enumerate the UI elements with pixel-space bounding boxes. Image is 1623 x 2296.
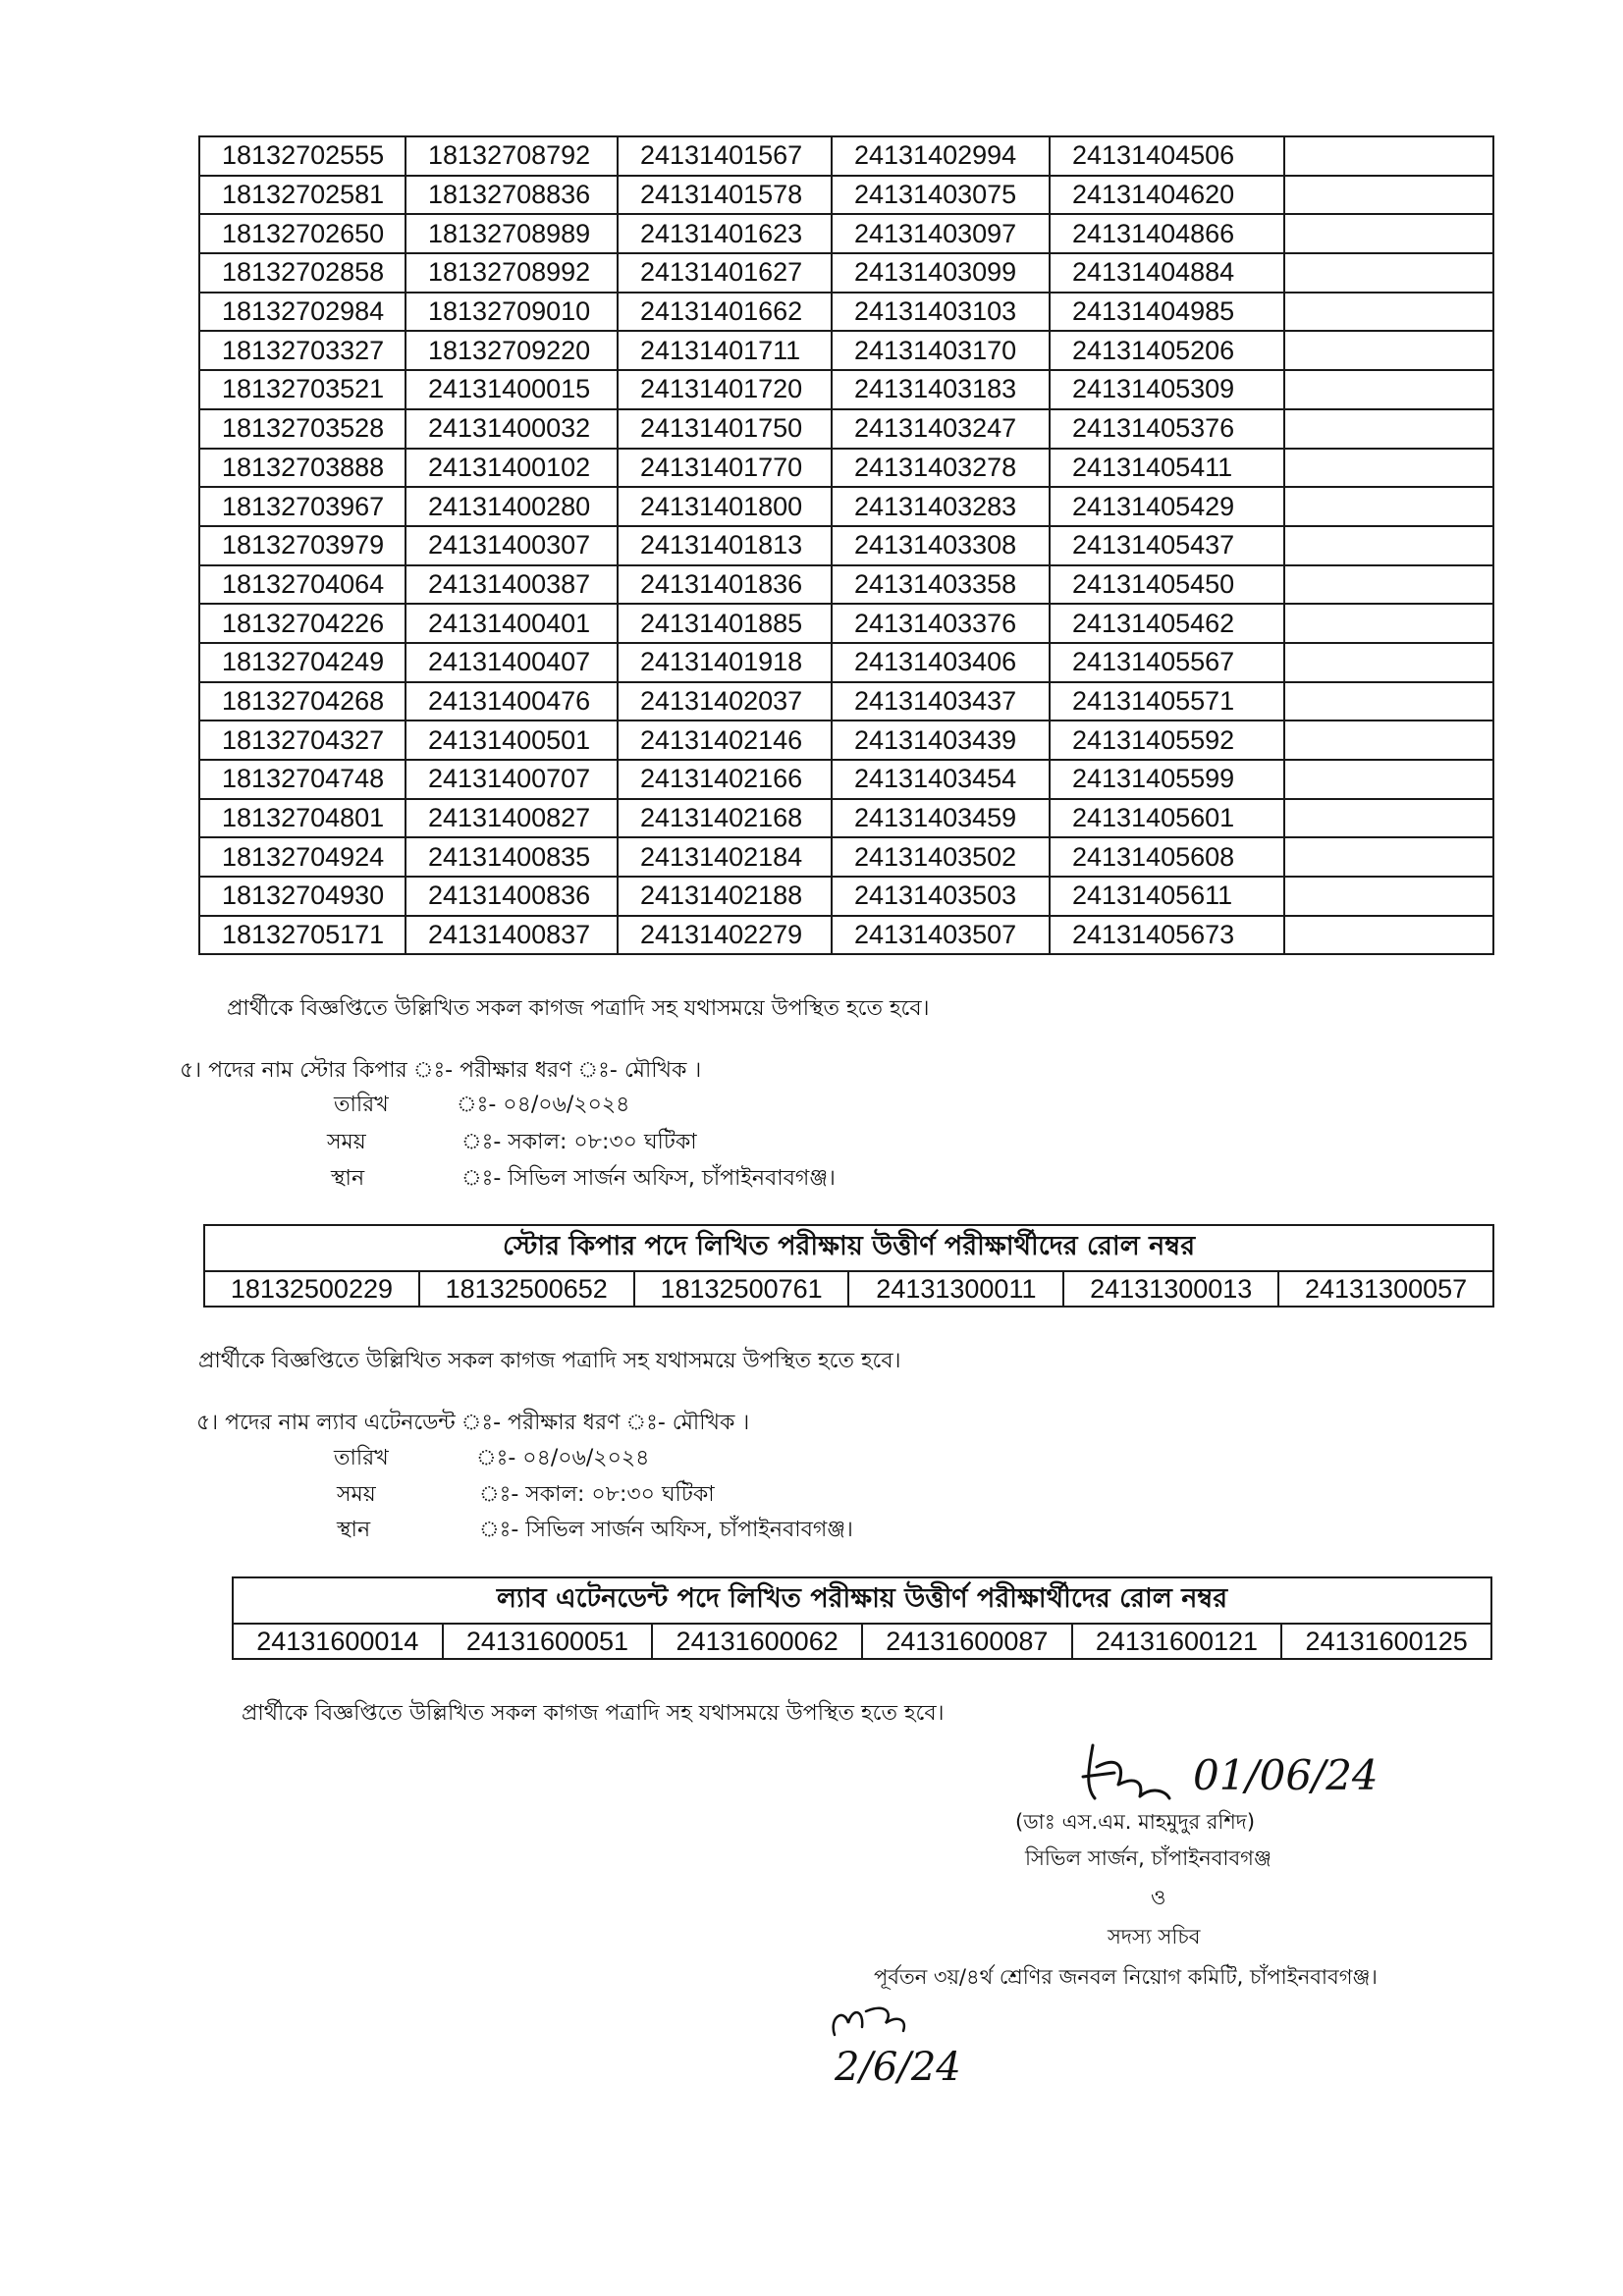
roll-cell: 24131402184 <box>618 837 832 877</box>
roll-cell: 24131405567 <box>1050 643 1284 682</box>
section-heading-lab-attendant: ৫। পদের নাম ল্যাব এটেনডেন্ট ঃ- পরীক্ষার ধরণ ঃ- মৌখিক । <box>196 1411 750 1435</box>
roll-cell <box>1284 604 1493 643</box>
roll-cell: 24131400407 <box>406 643 618 682</box>
roll-cell: 24131403170 <box>832 331 1050 370</box>
roll-cell: 24131403503 <box>832 877 1050 916</box>
roll-cell: 24131405592 <box>1050 721 1284 760</box>
roll-cell: 24131401623 <box>618 214 832 253</box>
roll-cell <box>1284 916 1493 955</box>
roll-cell: 24131403376 <box>832 604 1050 643</box>
roll-cell: 18132703327 <box>199 331 406 370</box>
time-label: সময় <box>337 1482 376 1507</box>
roll-cell: 24131400401 <box>406 604 618 643</box>
roll-cell: 24131600014 <box>233 1624 443 1659</box>
time-value: ঃ- সকাল: ০৮:৩০ ঘটিকা <box>479 1482 715 1507</box>
roll-cell: 24131401813 <box>618 526 832 565</box>
table-row <box>199 604 1493 643</box>
table-row <box>199 799 1493 838</box>
roll-cell: 24131401662 <box>618 293 832 332</box>
place-value: ঃ- সিভিল সার্জন অফিস, চাঁপাইনবাবগঞ্জ। <box>479 1518 853 1542</box>
table-row <box>199 682 1493 721</box>
date-label: তারিখ <box>334 1446 389 1470</box>
handwritten-signature-date: 01/06/24 <box>1193 1751 1379 1799</box>
roll-cell: 24131400307 <box>406 526 618 565</box>
roll-cell: 24131404506 <box>1050 136 1284 176</box>
instruction-note: প্রার্থীকে বিজ্ঞপ্তিতে উল্লিখিত সকল কাগজ পত্রাদি সহ যথাসময়ে উপস্থিত হতে হবে। <box>227 996 930 1021</box>
roll-cell: 24131401567 <box>618 136 832 176</box>
roll-cell: 24131401770 <box>618 449 832 488</box>
roll-cell: 24131402279 <box>618 916 832 955</box>
roll-cell: 24131403358 <box>832 565 1050 605</box>
roll-cell: 24131403308 <box>832 526 1050 565</box>
table-row <box>199 370 1493 409</box>
store-keeper-roll-table <box>203 1224 1494 1308</box>
roll-cell: 24131401627 <box>618 253 832 293</box>
roll-cell <box>1284 760 1493 799</box>
roll-cell: 18132704801 <box>199 799 406 838</box>
roll-cell <box>1284 136 1493 176</box>
roll-cell: 24131401885 <box>618 604 832 643</box>
roll-cell: 24131400835 <box>406 837 618 877</box>
roll-cell: 24131400280 <box>406 487 618 526</box>
roll-cell: 24131404884 <box>1050 253 1284 293</box>
roll-cell: 18132708992 <box>406 253 618 293</box>
roll-cell: 24131405376 <box>1050 409 1284 449</box>
table-row <box>199 449 1493 488</box>
roll-cell: 24131401800 <box>618 487 832 526</box>
roll-cell: 18132704748 <box>199 760 406 799</box>
roll-cell: 18132704064 <box>199 565 406 605</box>
time-value: ঃ- সকাল: ০৮:৩০ ঘটিকা <box>461 1130 697 1154</box>
roll-cell: 24131402168 <box>618 799 832 838</box>
roll-cell: 24131401750 <box>618 409 832 449</box>
roll-cell: 18132704249 <box>199 643 406 682</box>
roll-cell: 18132702984 <box>199 293 406 332</box>
time-label: সময় <box>327 1130 366 1154</box>
roll-cell: 24131404866 <box>1050 214 1284 253</box>
roll-cell: 24131402146 <box>618 721 832 760</box>
roll-cell <box>1284 214 1493 253</box>
roll-cell: 18132703967 <box>199 487 406 526</box>
roll-cell <box>1284 526 1493 565</box>
roll-cell <box>1284 799 1493 838</box>
table-row <box>199 136 1493 176</box>
committee-name: পূর্বতন ৩য়/৪র্থ শ্রেণির জনবল নিয়োগ কমিটি, চাঁপাইনবাবগঞ্জ। <box>874 1965 1378 1989</box>
roll-cell: 24131403283 <box>832 487 1050 526</box>
roll-cell: 18132702555 <box>199 136 406 176</box>
place-value: ঃ- সিভিল সার্জন অফিস, চাঁপাইনবাবগঞ্জ। <box>461 1166 836 1191</box>
roll-cell: 24131403459 <box>832 799 1050 838</box>
roll-cell: 24131405599 <box>1050 760 1284 799</box>
roll-cell: 18132703528 <box>199 409 406 449</box>
roll-cell: 24131405462 <box>1050 604 1284 643</box>
roll-cell: 24131402037 <box>618 682 832 721</box>
roll-cell: 24131403183 <box>832 370 1050 409</box>
roll-cell: 24131400476 <box>406 682 618 721</box>
date-value: ঃ- ০৪/০৬/২০২৪ <box>457 1093 630 1117</box>
roll-cell: 18132704930 <box>199 877 406 916</box>
table-row <box>199 331 1493 370</box>
roll-cell: 18132708836 <box>406 176 618 215</box>
roll-cell: 24131402166 <box>618 760 832 799</box>
table-row <box>199 214 1493 253</box>
roll-cell: 24131400387 <box>406 565 618 605</box>
date-value: ঃ- ০৪/০৬/২০২৪ <box>476 1446 650 1470</box>
roll-cell: 24131600051 <box>443 1624 653 1659</box>
roll-cell: 18132709010 <box>406 293 618 332</box>
roll-cell: 24131405437 <box>1050 526 1284 565</box>
place-label: স্থান <box>337 1518 371 1542</box>
roll-cell: 24131405309 <box>1050 370 1284 409</box>
roll-cell: 18132703888 <box>199 449 406 488</box>
handwritten-annotation-date: 2/6/24 <box>835 2045 961 2090</box>
roll-cell: 24131401836 <box>618 565 832 605</box>
roll-cell: 24131403437 <box>832 682 1050 721</box>
roll-cell: 24131403507 <box>832 916 1050 955</box>
roll-cell: 18132704327 <box>199 721 406 760</box>
roll-cell: 18132704924 <box>199 837 406 877</box>
roll-cell: 24131400707 <box>406 760 618 799</box>
roll-cell <box>1284 643 1493 682</box>
roll-cell <box>1284 253 1493 293</box>
roll-cell: 24131405450 <box>1050 565 1284 605</box>
roll-cell: 24131401711 <box>618 331 832 370</box>
roll-cell <box>1284 682 1493 721</box>
roll-cell: 24131401918 <box>618 643 832 682</box>
roll-cell: 24131600121 <box>1072 1624 1282 1659</box>
roll-cell <box>1284 565 1493 605</box>
roll-cell <box>1284 293 1493 332</box>
roll-cell: 18132702650 <box>199 214 406 253</box>
roll-cell: 18132704226 <box>199 604 406 643</box>
roll-cell: 24131405429 <box>1050 487 1284 526</box>
lab-attendant-roll-table <box>232 1576 1492 1660</box>
roll-cell: 18132708989 <box>406 214 618 253</box>
roll-cell <box>1284 370 1493 409</box>
table-row <box>199 916 1493 955</box>
roll-cell: 18132704268 <box>199 682 406 721</box>
roll-cell: 24131400015 <box>406 370 618 409</box>
roll-cell: 24131403406 <box>832 643 1050 682</box>
roll-cell: 24131403454 <box>832 760 1050 799</box>
roll-cell <box>1284 331 1493 370</box>
roll-cell: 24131400837 <box>406 916 618 955</box>
roll-cell: 18132703979 <box>199 526 406 565</box>
table-row <box>199 721 1493 760</box>
roll-cell <box>1284 877 1493 916</box>
roll-cell: 24131402188 <box>618 877 832 916</box>
roll-number-table <box>198 135 1494 955</box>
roll-cell: 18132703521 <box>199 370 406 409</box>
table-title: স্টোর কিপার পদে লিখিত পরীক্ষায় উত্তীর্ণ পরীক্ষার্থীদের রোল নম্বর <box>204 1225 1493 1271</box>
table-row <box>199 176 1493 215</box>
roll-cell: 24131401720 <box>618 370 832 409</box>
handwritten-annotation <box>825 1998 1060 2106</box>
roll-cell: 24131403439 <box>832 721 1050 760</box>
roll-cell: 18132500652 <box>419 1271 634 1307</box>
roll-cell: 24131403278 <box>832 449 1050 488</box>
table-row <box>199 877 1493 916</box>
roll-cell: 24131600062 <box>652 1624 862 1659</box>
place-label: স্থান <box>331 1166 365 1191</box>
roll-cell: 24131300013 <box>1063 1271 1278 1307</box>
roll-cell: 24131403103 <box>832 293 1050 332</box>
roll-cell: 24131403247 <box>832 409 1050 449</box>
table-row <box>199 643 1493 682</box>
roll-cell: 18132708792 <box>406 136 618 176</box>
table-row <box>199 487 1493 526</box>
signatory-role: সদস্য সচিব <box>1108 1925 1201 1949</box>
roll-cell: 24131600125 <box>1281 1624 1491 1659</box>
table-row <box>199 565 1493 605</box>
roll-cell <box>1284 409 1493 449</box>
roll-cell: 24131400836 <box>406 877 618 916</box>
roll-cell: 24131405601 <box>1050 799 1284 838</box>
roll-cell: 18132709220 <box>406 331 618 370</box>
section-heading-store-keeper: ৫। পদের নাম স্টোর কিপার ঃ- পরীক্ষার ধরণ ঃ- মৌখিক । <box>180 1058 702 1083</box>
roll-cell: 24131405571 <box>1050 682 1284 721</box>
roll-cell: 24131300057 <box>1278 1271 1493 1307</box>
roll-cell: 24131403502 <box>832 837 1050 877</box>
table-row <box>199 253 1493 293</box>
roll-cell: 24131300011 <box>848 1271 1063 1307</box>
table-row <box>199 409 1493 449</box>
table-row <box>199 293 1493 332</box>
roll-cell <box>1284 176 1493 215</box>
roll-cell: 24131404985 <box>1050 293 1284 332</box>
roll-cell: 24131600087 <box>862 1624 1072 1659</box>
roll-cell: 18132500761 <box>634 1271 849 1307</box>
roll-cell: 18132705171 <box>199 916 406 955</box>
roll-cell: 24131405206 <box>1050 331 1284 370</box>
roll-cell: 24131403075 <box>832 176 1050 215</box>
table-row <box>199 760 1493 799</box>
conjunction-text: ও <box>1151 1886 1166 1909</box>
roll-cell <box>1284 721 1493 760</box>
roll-cell: 24131405411 <box>1050 449 1284 488</box>
roll-cell: 24131400827 <box>406 799 618 838</box>
roll-cell <box>1284 837 1493 877</box>
table-title: ল্যাব এটেনডেন্ট পদে লিখিত পরীক্ষায় উত্তীর্ণ পরীক্ষার্থীদের রোল নম্বর <box>233 1577 1491 1624</box>
table-row <box>199 526 1493 565</box>
initials-scribble <box>825 1998 913 2047</box>
roll-cell: 18132702858 <box>199 253 406 293</box>
signatory-designation: সিভিল সার্জন, চাঁপাইনবাবগঞ্জ <box>1025 1846 1271 1870</box>
date-label: তারিখ <box>334 1093 389 1117</box>
roll-cell: 24131405611 <box>1050 877 1284 916</box>
roll-cell: 24131400032 <box>406 409 618 449</box>
roll-cell <box>1284 449 1493 488</box>
roll-cell: 24131405608 <box>1050 837 1284 877</box>
roll-cell: 24131403099 <box>832 253 1050 293</box>
roll-cell: 24131405673 <box>1050 916 1284 955</box>
roll-cell: 24131400102 <box>406 449 618 488</box>
instruction-note: প্রার্থীকে বিজ্ঞপ্তিতে উল্লিখিত সকল কাগজ পত্রাদি সহ যথাসময়ে উপস্থিত হতে হবে। <box>198 1349 901 1373</box>
roll-cell: 24131400501 <box>406 721 618 760</box>
roll-cell: 18132500229 <box>204 1271 419 1307</box>
roll-cell: 24131401578 <box>618 176 832 215</box>
roll-cell: 18132702581 <box>199 176 406 215</box>
roll-cell <box>1284 487 1493 526</box>
table-row <box>199 837 1493 877</box>
signature-scribble <box>1075 1737 1203 1816</box>
roll-cell: 24131404620 <box>1050 176 1284 215</box>
signatory-name: (ডাঃ এস.এম. মাহমুদুর রশিদ) <box>1015 1810 1256 1834</box>
signature <box>1075 1737 1379 1816</box>
roll-cell: 24131403097 <box>832 214 1050 253</box>
instruction-note: প্রার্থীকে বিজ্ঞপ্তিতে উল্লিখিত সকল কাগজ পত্রাদি সহ যথাসময়ে উপস্থিত হতে হবে। <box>242 1701 945 1726</box>
roll-cell: 24131402994 <box>832 136 1050 176</box>
